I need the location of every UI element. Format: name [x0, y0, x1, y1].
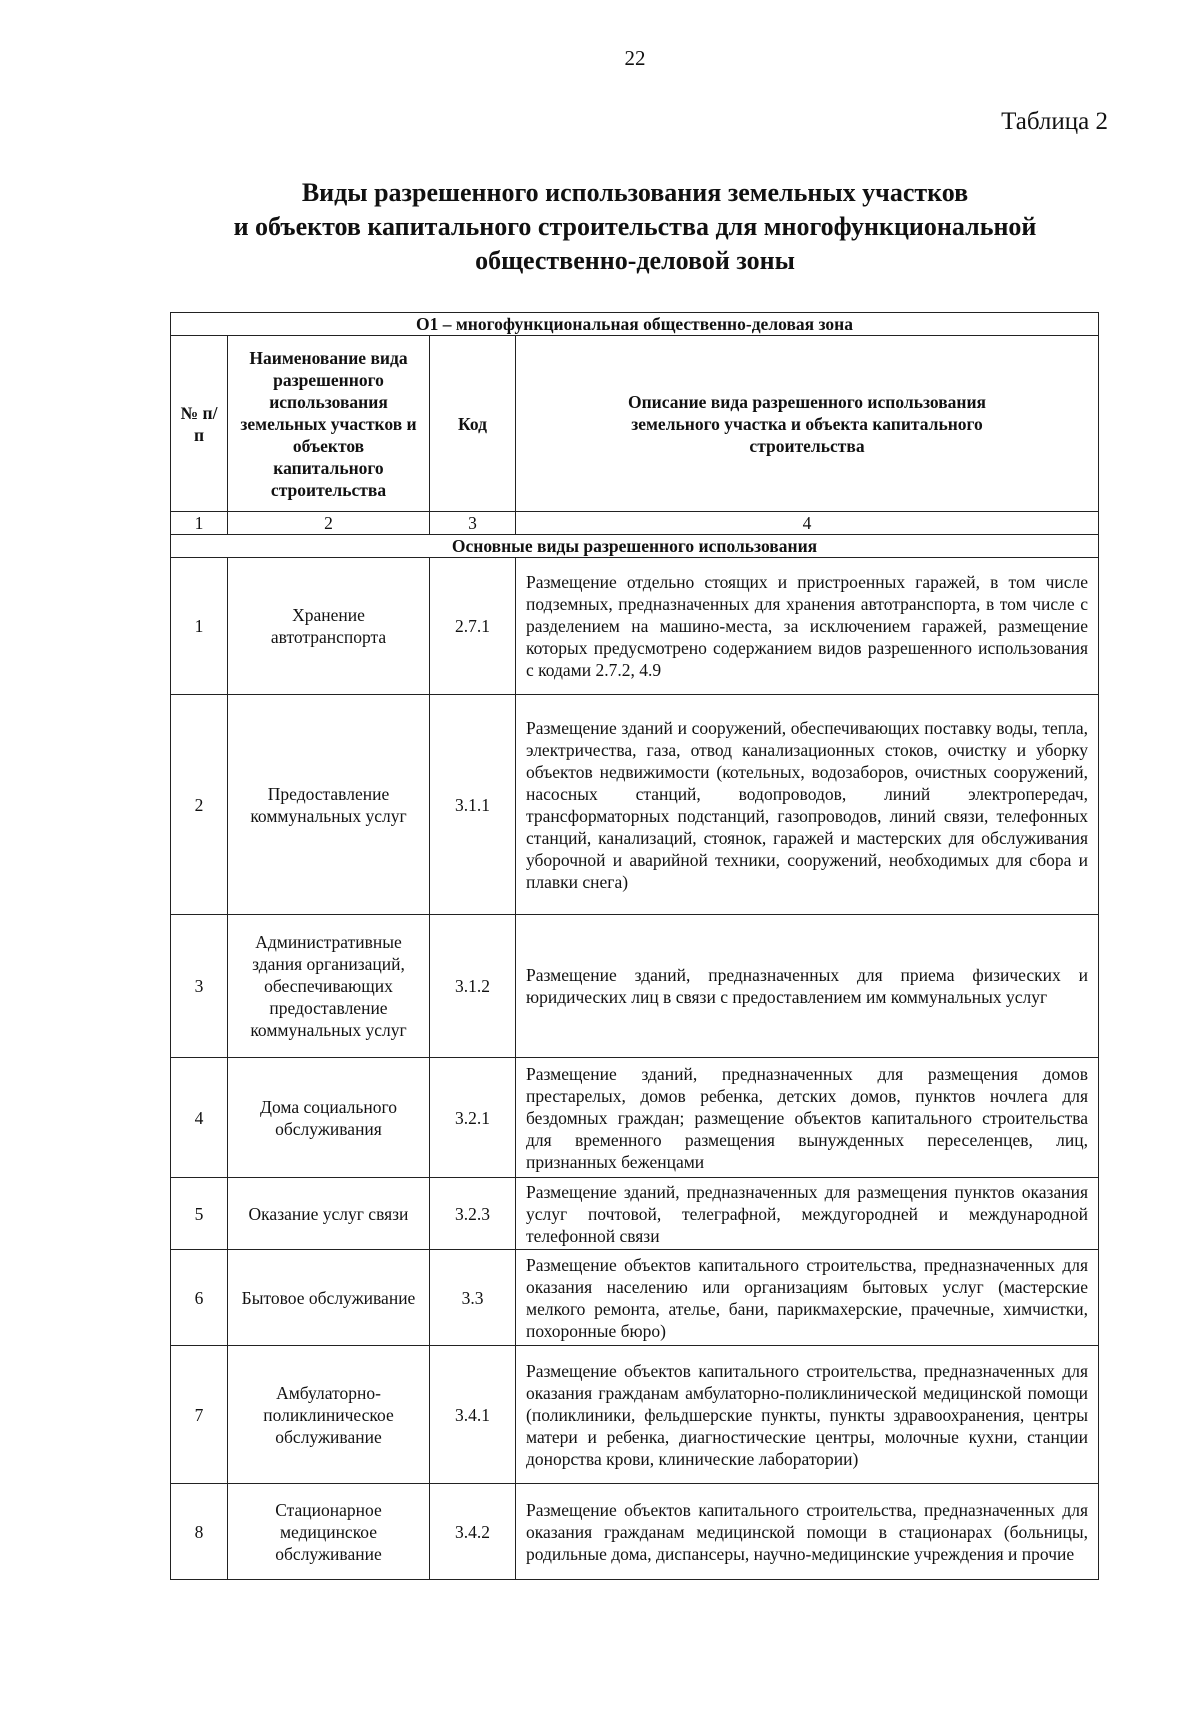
column-number: 3 — [430, 512, 516, 535]
use-type-description: Размещение отдельно стоящих и пристроенных гаражей, в том числе подземных, предназначенных для хранения автотранспорта, в том числе с разделением на машино-места, за исключением гаражей, размещение которых предусмотрено содержанием видов разрешенного использования с кодами 2.7.2, 4.9 — [516, 558, 1099, 695]
use-type-name: Стационарное медицинское обслуживание — [228, 1484, 430, 1580]
row-number: 3 — [171, 915, 228, 1058]
column-number: 1 — [171, 512, 228, 535]
row-number: 6 — [171, 1250, 228, 1346]
use-type-name: Амбулаторно-поликлиническое обслуживание — [228, 1346, 430, 1484]
zone-header-row — [171, 313, 1099, 336]
row-number: 5 — [171, 1178, 228, 1250]
use-type-description: Размещение зданий, предназначенных для приема физических и юридических лиц в связи с предоставлением им коммунальных услуг — [516, 915, 1099, 1058]
use-type-code: 2.7.1 — [430, 558, 516, 695]
section-title: Основные виды разрешенного использования — [171, 535, 1099, 558]
row-number: 4 — [171, 1058, 228, 1178]
table-row — [171, 1250, 1099, 1346]
table-row — [171, 695, 1099, 915]
section-row — [171, 535, 1099, 558]
table-row — [171, 915, 1099, 1058]
table-row — [171, 1178, 1099, 1250]
document-title — [150, 176, 1120, 278]
page-number: 22 — [624, 46, 646, 70]
use-type-description: Размещение зданий, предназначенных для размещения пунктов оказания услуг почтовой, телеграфной, междугородней и международной телефонной связи — [516, 1178, 1099, 1250]
zone-header: О1 – многофункциональная общественно-деловая зона — [171, 313, 1099, 336]
use-type-code: 3.1.1 — [430, 695, 516, 915]
row-number: 7 — [171, 1346, 228, 1484]
table-row — [171, 1346, 1099, 1484]
row-number: 2 — [171, 695, 228, 915]
header-name: Наименование вида разрешенного использования земельных участков и объектов капитального строительства — [228, 336, 430, 512]
title-line: Виды разрешенного использования земельных участков — [301, 178, 969, 207]
use-type-name: Дома социального обслуживания — [228, 1058, 430, 1178]
use-type-description: Размещение зданий и сооружений, обеспечивающих поставку воды, тепла, электричества, газа, отвод канализационных стоков, очистку и уборку объектов недвижимости (котельных, водозаборов, очистных сооружений, насосных станций, водопроводов, линий электропередач, трансформаторных подстанций, газопроводов, линий связи, телефонных станций, канализаций, стоянок, гаражей и мастерских для обслуживания уборочной и аварийной техники, сооружений, необходимых для сбора и плавки снега) — [516, 695, 1099, 915]
table-row — [171, 1484, 1099, 1580]
row-number: 8 — [171, 1484, 228, 1580]
use-type-name: Административные здания организаций, обеспечивающих предоставление коммунальных услуг — [228, 915, 430, 1058]
use-type-description: Размещение объектов капитального строительства, предназначенных для оказания населению или организациям бытовых услуг (мастерские мелкого ремонта, ателье, бани, парикмахерские, прачечные, химчистки, похоронные бюро) — [516, 1250, 1099, 1346]
use-type-description: Размещение объектов капитального строительства, предназначенных для оказания гражданам медицинской помощи в стационарах (больницы, родильные дома, диспансеры, научно-медицинские учреждения и прочие — [516, 1484, 1099, 1580]
use-type-code: 3.4.1 — [430, 1346, 516, 1484]
use-type-name: Бытовое обслуживание — [228, 1250, 430, 1346]
title-line: общественно-деловой зоны — [475, 246, 795, 275]
column-number: 4 — [516, 512, 1099, 535]
header-num: № п/п — [171, 336, 228, 512]
column-header-row — [171, 336, 1099, 512]
table-label: Таблица 2 — [1001, 108, 1108, 135]
use-type-name: Предоставление коммунальных услуг — [228, 695, 430, 915]
use-type-code: 3.3 — [430, 1250, 516, 1346]
row-number: 1 — [171, 558, 228, 695]
use-type-code: 3.2.3 — [430, 1178, 516, 1250]
table-row — [171, 558, 1099, 695]
header-description: Описание вида разрешенного использования земельного участка и объекта капитального строительства — [516, 336, 1099, 512]
title-line: и объектов капитального строительства для многофункциональной — [233, 212, 1037, 241]
use-type-description: Размещение объектов капитального строительства, предназначенных для оказания гражданам амбулаторно-поликлинической медицинской помощи (поликлиники, фельдшерские пункты, пункты здравоохранения, центры матери и ребенка, диагностические центры, молочные кухни, станции донорства крови, клинические лаборатории) — [516, 1346, 1099, 1484]
use-type-description: Размещение зданий, предназначенных для размещения домов престарелых, домов ребенка, детских домов, пунктов ночлега для бездомных граждан; размещение объектов капитального строительства для временного размещения вынужденных переселенцев, лиц, признанных беженцами — [516, 1058, 1099, 1178]
use-type-name: Хранение автотранспорта — [228, 558, 430, 695]
use-type-name: Оказание услуг связи — [228, 1178, 430, 1250]
use-type-code: 3.2.1 — [430, 1058, 516, 1178]
use-type-code: 3.4.2 — [430, 1484, 516, 1580]
column-number: 2 — [228, 512, 430, 535]
table-row — [171, 1058, 1099, 1178]
header-code: Код — [430, 336, 516, 512]
land-use-table — [170, 312, 1099, 1580]
use-type-code: 3.1.2 — [430, 915, 516, 1058]
column-number-row — [171, 512, 1099, 535]
